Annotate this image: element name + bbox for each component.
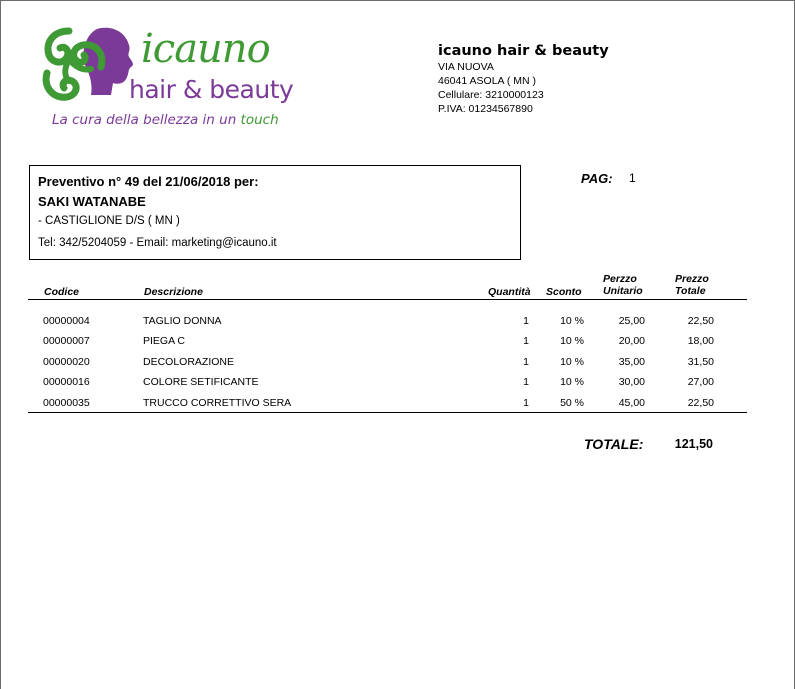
cell-quantity: 1 [523, 376, 529, 388]
cell-description: TAGLIO DONNA [143, 315, 222, 327]
header-unit-price-line2: Unitario [603, 285, 643, 297]
cell-discount: 10 % [560, 315, 584, 327]
cell-discount: 50 % [560, 397, 584, 409]
table-row [1, 315, 795, 335]
logo-tagline [52, 112, 279, 128]
company-city: 46041 ASOLA ( MN ) [438, 75, 537, 87]
logo-brand-name: icauno [141, 26, 270, 72]
company-info [438, 43, 688, 116]
cell-description: TRUCCO CORRETTIVO SERA [143, 397, 292, 409]
table-row [1, 335, 795, 355]
cell-total: 22,50 [687, 397, 714, 409]
table-footer-rule [28, 412, 747, 413]
cell-code: 00000035 [43, 397, 90, 409]
header-total-price [675, 273, 709, 297]
cell-total: 18,00 [687, 335, 714, 347]
customer-box [29, 165, 521, 260]
header-quantity: Quantità [488, 286, 531, 298]
total-value: 121,50 [674, 437, 713, 451]
cell-unit-price: 35,00 [618, 356, 645, 368]
cell-discount: 10 % [560, 376, 584, 388]
cell-discount: 10 % [560, 335, 584, 347]
header-discount: Sconto [546, 286, 582, 298]
cell-unit-price: 25,00 [618, 315, 645, 327]
tagline-accent: touch [240, 112, 279, 128]
header-total-price-line1: Prezzo [675, 273, 709, 285]
cell-quantity: 1 [523, 315, 529, 327]
cell-description: DECOLORAZIONE [143, 356, 235, 368]
cell-quantity: 1 [523, 356, 529, 368]
customer-contact: Tel: 342/5204059 - Email: marketing@icauno.it [38, 237, 277, 249]
cell-unit-price: 45,00 [618, 397, 645, 409]
cell-total: 27,00 [687, 376, 714, 388]
customer-name: SAKI WATANABE [38, 194, 146, 209]
table-row [1, 397, 795, 417]
cell-unit-price: 20,00 [618, 335, 645, 347]
header-description: Descrizione [144, 286, 203, 298]
page-number: 1 [629, 171, 636, 185]
cell-total: 31,50 [687, 356, 714, 368]
quote-title: Preventivo n° 49 del 21/06/2018 per: [38, 174, 259, 189]
cell-description: PIEGA C [143, 335, 186, 347]
company-name: icauno hair & beauty [438, 43, 609, 59]
header-unit-price [603, 273, 643, 297]
header-code: Codice [44, 286, 80, 298]
cell-code: 00000004 [43, 315, 90, 327]
cell-code: 00000020 [43, 356, 90, 368]
company-vat: P.IVA: 01234567890 [438, 103, 533, 115]
table-row [1, 376, 795, 396]
company-phone: Cellulare: 3210000123 [438, 89, 544, 101]
cell-quantity: 1 [523, 397, 529, 409]
cell-code: 00000007 [43, 335, 90, 347]
page-label: PAG: [581, 171, 613, 186]
spiral-face-logo-icon [39, 23, 139, 101]
company-logo [39, 19, 309, 131]
customer-address: - CASTIGLIONE D/S ( MN ) [38, 215, 180, 227]
logo-brand-subtitle: hair & beauty [129, 75, 294, 104]
table-header-rule [28, 299, 747, 300]
table-row [1, 356, 795, 376]
cell-quantity: 1 [523, 335, 529, 347]
tagline-text: La cura della bellezza in un [52, 112, 241, 128]
cell-unit-price: 30,00 [618, 376, 645, 388]
total-label: TOTALE: [584, 436, 644, 452]
header-unit-price-line1: Perzzo [603, 273, 637, 285]
cell-total: 22,50 [687, 315, 714, 327]
company-street: VIA NUOVA [438, 61, 494, 73]
header-total-price-line2: Totale [675, 285, 706, 297]
cell-description: COLORE SETIFICANTE [143, 376, 259, 388]
cell-discount: 10 % [560, 356, 584, 368]
cell-code: 00000016 [43, 376, 90, 388]
